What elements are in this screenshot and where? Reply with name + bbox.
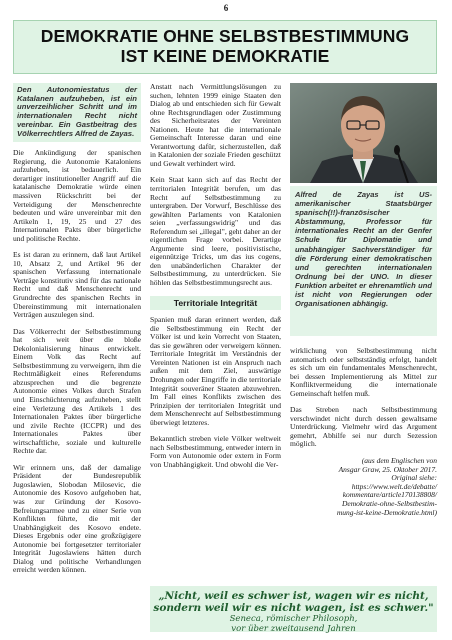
source-line: Original siehe:	[391, 473, 437, 483]
portrait-photo	[290, 83, 437, 183]
paragraph: Das Streben nach Selbstbestimmung verschwindet nicht durch dessen gewaltsame Unterdrückung. Vielmehr wird das Argument gemehrt, Abhilfe sei nur durch Sezession möglich.	[290, 405, 437, 449]
page-number: 6	[223, 3, 229, 13]
paragraph: Das Völkerrecht der Selbstbestimmung hat sich weit über die bloße Dekolonialisierung hinaus entwickelt. Einem Volk das Recht auf Selbstbestimmung zu verweigern, ihm die Rechtmäßigkeit eines Referendums abzusprechen und die begrenzte Autonomie eines Volkes durch Strafen und Einschüchterung aufzuheben, stellt eine Verletzung des Artikels 1 des Internationalen Paktes über bürgerliche und zivile Rechte (ICCPR) und des Internationales Paktes über wirtschaftliche, soziale und kulturelle Rechte dar.	[13, 326, 141, 456]
quote-author: Seneca, römischer Philosoph,	[229, 614, 358, 624]
paragraph: Kein Staat kann sich auf das Recht der territorialen Integrität berufen, um das Recht auf Selbstbestimmung zu untergraben. Der Vorwurf, Beschlüsse des gewählten Parlaments von Katalonien seien „verfassungswidrig" und das Referendum sei „illegal", geht daher an der eigentlichen Frage vorbei. Derartige Argumente sind leere, positivistische, eigennützige Tricks, um das ius cogens, den unabänderlichen Charakter der Selbstbestimmung, zu unterdrücken. Sie höhlen das Selbstbestimmungsrecht aus.	[150, 175, 281, 288]
source-link[interactable]: mung-ist-keine-Demokratie.html)	[336, 507, 437, 517]
quote-line-1: „Nicht, weil es schwer ist, wagen wir es nicht,	[158, 590, 429, 602]
headline-line-2: IST KEINE DEMOKRATIE	[120, 46, 330, 66]
column-1	[13, 83, 141, 583]
paragraph: Wir erinnern uns, daß der damalige Präsident der Bundesrepublik Jugoslawien, Slobodan Milosevic, die Autonomie des Kosovo aufgehoben hat, was zur Gründung der Kosovo-Befreiungsarmee und zu einer Serie von Konflikten führte, die mit der Unabhängigkeit des Kosovo endete. Dieses Ergebnis oder eine großzügigere Autonomie bei fortgesetzter territorialer Integrität Jugoslawiens hätten durch Dialog und politische Verhandlungen erreicht werden können.	[13, 462, 141, 575]
paragraph: Spanien muß daran erinnert werden, daß die Selbstbestimmung ein Recht der Völker ist und kein Vorrecht von Staaten, das sie gewähren oder verweigern können. Territoriale Integrität im Verständnis der Vereinten Nationen ist ein Anspruch nach außen mit dem Ziel, auswärtige Drohungen oder Eingriffe in die territoriale Integrität souveräner Staaten abzuwehren. Im Fall eines Konflikts zwischen des Prinzipien der territorialen Integrität und dem Menschenrecht auf Selbstbestimmung überwiegt letzteres.	[150, 315, 281, 427]
source-line: Ansgar Graw, 25. Oktober 2017.	[338, 464, 437, 474]
lead-paragraph: Den Autonomiestatus der Katalanen aufzuheben, ist ein unverzeihlicher Schritt und im internationalen Recht nicht vereinbar. Ein Gastbeitrag des Völkerrechtlers Alfred de Zayas.	[13, 83, 141, 142]
photo-caption: Alfred de Zayas ist US-amerikanischer Staatsbürger spanisch(!!)-französischer Abstammung, Professor für internationales Recht an der Genfer Schule für Diplomatie und unabhängiger Sachverständiger für die Förderung einer demokratischen und gerechten internationalen Ordnung bei der UNO. In dieser Funktion arbeitet er ehrenamtlich und ist nicht von Regierungen oder Organisationen abhängig.	[290, 186, 437, 336]
seneca-quote-box	[150, 586, 437, 632]
column-3	[290, 347, 437, 517]
source-link[interactable]: https://www.welt.de/debatte/	[351, 481, 437, 491]
source-note	[290, 457, 437, 517]
column-2	[150, 83, 281, 477]
paragraph: Anstatt nach Vermittlungslösungen zu suchen, lehnten 1999 einige Staaten den Dialog ab und entschieden sich für Gewalt ohne Rechtsgrundlagen oder Zustimmung des Sicherheitsrates der Vereinten Nationen. Heute hat die internationale Gemeinschaft Interesse daran und eine Verantwortung dafür, sicherzustellen, daß in Katalonien der soziale Frieden geschützt und Gewalt verhindert wird.	[150, 82, 281, 168]
source-link[interactable]: kommentare/article170138808/	[342, 490, 437, 500]
source-link[interactable]: Demokratie-ohne-Selbstbestim-	[342, 498, 437, 508]
paragraph: Es ist daran zu erinnern, daß laut Artikel 10, Absatz 2, und Artikel 96 der spanischen Verfassung internationale Verträge konstitutiv sind für das nationale Recht und daß Menschenrecht und Grundrechte des spanischen Rechts in Übereinstimmung mit internationalen Verträgen auszulegen sind.	[13, 250, 141, 320]
paragraph: Die Ankündigung der spanischen Regierung, die Autonomie Kataloniens aufzuheben, ist bedauerlich. Ein derartiger institutioneller Angriff auf die katalanische Demokratie würde einen massiven Rückschritt bei der Verteidigung der Menschenrechte bedeuten und wäre unvereinbar mit den Artikeln 1, 19, 25 und 27 des Internationalen Pakts über bürgerliche und politische Rechte.	[13, 148, 141, 243]
paragraph: wirklichung von Selbstbestimmung nicht automatisch oder selbstständig erfolgt, handelt es sich um ein fundamentales Menschenrecht, bei dessen Implementierung als Mittel zur Konfliktvermeidung die internationale Gemeinschaft helfen muß.	[290, 346, 437, 398]
headline-line-1: DEMOKRATIE OHNE SELBSTBESTIMMUNG	[40, 26, 410, 46]
subheading: Territoriale Integrität	[150, 296, 281, 311]
quote-line-2: sondern weil wir es nicht wagen, ist es schwer."	[153, 602, 434, 614]
headline-banner	[13, 20, 437, 74]
portrait-illustration	[290, 83, 437, 183]
paragraph: Bekanntlich streben viele Völker weltweit nach Selbstbestimmung, entweder intern in Form von Autonomie oder extern in Form von Unabhängigkeit. Und obwohl die Ver-	[150, 434, 281, 469]
source-line: (aus dem Englischen von	[361, 456, 437, 466]
quote-era: vor über zweitausend Jahren	[231, 624, 356, 634]
